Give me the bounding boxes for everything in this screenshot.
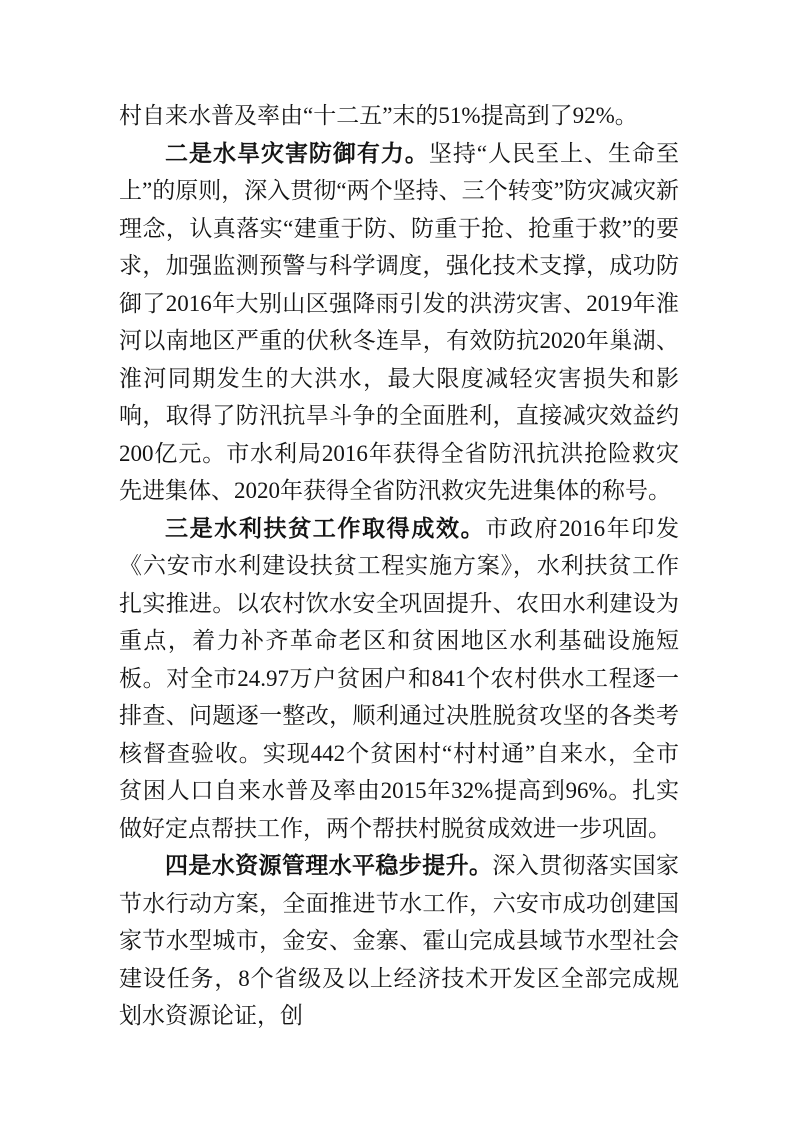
- paragraph: [119, 847, 679, 1035]
- paragraph: [119, 510, 679, 848]
- paragraph-text: 市政府2016年印发《六安市水利建设扶贫工程实施方案》，水利扶贫工作扎实推进。以农村饮水安全巩固提升、农田水利建设为重点，着力补齐革命老区和贫困地区水利基础设施短板。对全市24.97万户贫困户和841个农村供水工程逐一排查、问题逐一整改，顺利通过决胜脱贫攻坚的各类考核督查验收。实现442个贫困村“村村通”自来水，全市贫困人口自来水普及率由2015年32%提高到96%。扎实做好定点帮扶工作，两个帮扶村脱贫成效进一步巩固。: [119, 515, 680, 841]
- paragraph-text: 深入贯彻落实国家节水行动方案，全面推进节水工作，六安市成功创建国家节水型城市，金安、金寨、霍山完成县域节水型社会建设任务，8个省级及以上经济技术开发区全部完成规划水资源论证，创: [119, 853, 680, 1028]
- document-body: [119, 97, 679, 1035]
- paragraph-text: 村自来水普及率由“十二五”末的51%提高到了92%。: [119, 103, 638, 128]
- paragraph: [119, 135, 679, 510]
- paragraph: [119, 97, 679, 135]
- paragraph-lead: 三是水利扶贫工作取得成效。: [165, 515, 486, 541]
- paragraph-lead: 二是水旱灾害防御有力。: [165, 140, 429, 166]
- paragraph-text: 坚持“人民至上、生命至上”的原则，深入贯彻“两个坚持、三个转变”防灾减灾新理念，认真落实“建重于防、防重于抢、抢重于救”的要求，加强监测预警与科学调度，强化技术支撑，成功防御了2016年大别山区强降雨引发的洪涝灾害、2019年淮河以南地区严重的伏秋冬连旱，有效防抗2020年巢湖、淮河同期发生的大洪水，最大限度减轻灾害损失和影响，取得了防汛抗旱斗争的全面胜利，直接减灾效益约200亿元。市水利局2016年获得全省防汛抗洪抢险救灾先进集体、2020年获得全省防汛救灾先进集体的称号。: [119, 140, 679, 503]
- paragraph-lead: 四是水资源管理水平稳步提升。: [165, 853, 493, 878]
